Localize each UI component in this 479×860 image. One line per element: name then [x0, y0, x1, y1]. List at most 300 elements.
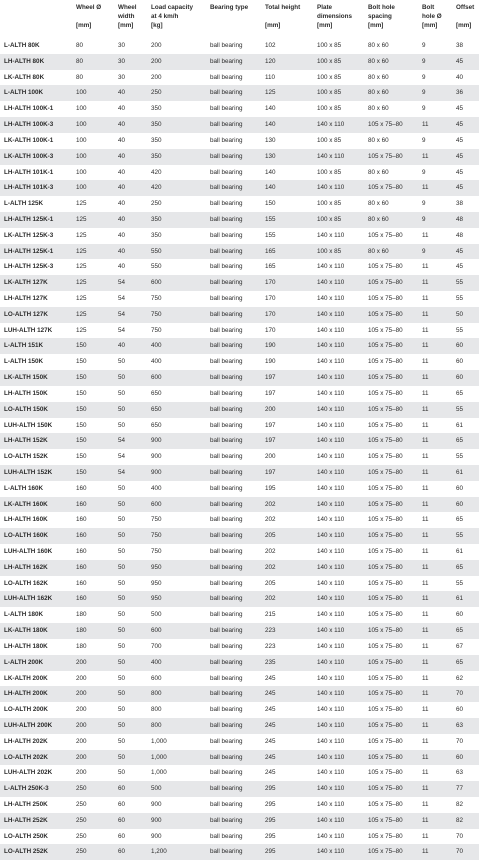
cell-bolt-hole-diameter: 11 [422, 674, 429, 682]
cell-plate-dimensions: 100 x 85 [317, 168, 342, 176]
cell-wheel-width: 40 [118, 121, 126, 129]
cell-wheel-diameter: 200 [76, 737, 87, 745]
cell-bearing-type: ball bearing [210, 295, 243, 302]
cell-model: LH-ALTH 80K [4, 57, 45, 65]
cell-model: LK-ALTH 180K [4, 627, 48, 635]
cell-total-height: 170 [265, 326, 276, 334]
cell-total-height: 140 [265, 184, 276, 192]
table-row [0, 228, 479, 244]
cell-bearing-type: ball bearing [210, 737, 243, 745]
cell-plate-dimensions: 140 x 110 [317, 516, 345, 524]
cell-wheel-width: 54 [118, 295, 126, 302]
cell-wheel-width: 50 [118, 421, 126, 429]
cell-bolt-hole-diameter: 11 [422, 389, 429, 397]
cell-wheel-width: 40 [118, 168, 126, 176]
cell-bolt-hole-diameter: 9 [422, 57, 426, 65]
cell-model: LUH-ALTH 202K [4, 769, 53, 777]
table-row [0, 402, 479, 418]
cell-wheel-diameter: 200 [76, 674, 87, 682]
cell-total-height: 295 [265, 816, 276, 824]
cell-bolt-hole-spacing: 105 x 75–80 [368, 468, 403, 476]
cell-total-height: 197 [265, 374, 276, 382]
header-line: [mm] [76, 22, 92, 29]
cell-plate-dimensions: 140 x 110 [317, 627, 345, 635]
cell-bearing-type: ball bearing [210, 785, 243, 793]
cell-wheel-diameter: 150 [76, 437, 87, 445]
cell-load-capacity: 600 [151, 279, 162, 287]
cell-wheel-width: 40 [118, 215, 126, 223]
cell-bearing-type: ball bearing [210, 611, 243, 619]
cell-total-height: 120 [265, 57, 276, 65]
cell-wheel-width: 40 [118, 184, 126, 192]
header-line: Bolt [422, 4, 435, 11]
cell-offset: 65 [456, 658, 464, 666]
cell-wheel-width: 50 [118, 627, 126, 635]
header-load-capacity [151, 3, 193, 30]
cell-model: LH-ALTH 202K [4, 737, 48, 745]
cell-bolt-hole-spacing: 105 x 75–80 [368, 405, 403, 413]
cell-model: LH-ALTH 152K [4, 437, 48, 445]
table-row [0, 291, 479, 307]
cell-wheel-diameter: 200 [76, 706, 87, 714]
cell-bolt-hole-spacing: 105 x 75–80 [368, 279, 403, 287]
cell-total-height: 165 [265, 263, 276, 271]
cell-load-capacity: 750 [151, 295, 162, 302]
cell-bearing-type: ball bearing [210, 310, 243, 318]
cell-bearing-type: ball bearing [210, 184, 243, 192]
header-line: [mm] [317, 22, 333, 29]
cell-model: LH-ALTH 250K [4, 801, 48, 808]
cell-model: LH-ALTH 125K-1 [4, 215, 54, 223]
cell-bearing-type: ball bearing [210, 105, 243, 113]
header-model [4, 3, 6, 30]
table-row [0, 180, 479, 196]
cell-load-capacity: 800 [151, 721, 162, 729]
cell-wheel-width: 60 [118, 785, 126, 793]
cell-total-height: 245 [265, 690, 276, 698]
cell-model: LK-ALTH 127K [4, 279, 48, 287]
cell-total-height: 235 [265, 658, 276, 666]
cell-model: LK-ALTH 100K-3 [4, 152, 54, 160]
cell-bolt-hole-diameter: 11 [422, 611, 429, 619]
cell-wheel-width: 54 [118, 453, 126, 461]
cell-bearing-type: ball bearing [210, 658, 243, 666]
cell-total-height: 202 [265, 548, 276, 555]
cell-plate-dimensions: 100 x 85 [317, 200, 342, 208]
cell-bolt-hole-diameter: 9 [422, 42, 426, 49]
cell-model: LO-ALTH 152K [4, 453, 48, 461]
cell-total-height: 170 [265, 310, 276, 318]
header-line: dimensions [317, 13, 352, 20]
cell-plate-dimensions: 140 x 110 [317, 737, 345, 745]
cell-bearing-type: ball bearing [210, 200, 243, 208]
cell-wheel-width: 60 [118, 801, 126, 808]
cell-wheel-width: 40 [118, 200, 126, 208]
cell-load-capacity: 750 [151, 326, 162, 334]
cell-bolt-hole-diameter: 11 [422, 816, 429, 824]
cell-wheel-width: 50 [118, 706, 126, 714]
cell-plate-dimensions: 140 x 110 [317, 769, 345, 777]
cell-bolt-hole-spacing: 105 x 75–80 [368, 563, 403, 571]
cell-plate-dimensions: 140 x 110 [317, 548, 345, 555]
cell-bearing-type: ball bearing [210, 247, 243, 255]
cell-wheel-width: 50 [118, 595, 126, 603]
cell-model: LUH-ALTH 160K [4, 548, 53, 555]
cell-offset: 55 [456, 326, 464, 334]
cell-total-height: 102 [265, 42, 276, 49]
cell-plate-dimensions: 140 x 110 [317, 310, 345, 318]
cell-wheel-diameter: 200 [76, 769, 87, 777]
cell-total-height: 150 [265, 200, 276, 208]
cell-wheel-diameter: 150 [76, 342, 87, 350]
cell-plate-dimensions: 140 x 110 [317, 579, 345, 587]
cell-load-capacity: 650 [151, 389, 162, 397]
header-line: [kg] [151, 22, 163, 29]
cell-offset: 67 [456, 642, 464, 650]
cell-wheel-width: 40 [118, 263, 126, 271]
cell-bolt-hole-spacing: 80 x 60 [368, 89, 389, 97]
cell-bolt-hole-spacing: 105 x 75–80 [368, 721, 403, 729]
cell-load-capacity: 400 [151, 658, 162, 666]
cell-bolt-hole-diameter: 11 [422, 421, 429, 429]
table-row [0, 607, 479, 623]
cell-load-capacity: 900 [151, 801, 162, 808]
cell-model: LO-ALTH 202K [4, 753, 48, 761]
cell-bearing-type: ball bearing [210, 453, 243, 461]
table-row [0, 101, 479, 117]
cell-bolt-hole-diameter: 11 [422, 263, 429, 271]
cell-model: LO-ALTH 200K [4, 706, 48, 714]
cell-bolt-hole-spacing: 105 x 75–80 [368, 690, 403, 698]
cell-load-capacity: 600 [151, 500, 162, 508]
cell-load-capacity: 250 [151, 200, 162, 208]
cell-offset: 60 [456, 753, 464, 761]
cell-total-height: 140 [265, 121, 276, 129]
cell-plate-dimensions: 140 x 110 [317, 801, 345, 808]
cell-offset: 65 [456, 563, 464, 571]
cell-bearing-type: ball bearing [210, 168, 243, 176]
cell-offset: 36 [456, 89, 464, 97]
cell-bolt-hole-diameter: 11 [422, 548, 429, 555]
cell-offset: 61 [456, 468, 464, 476]
cell-bolt-hole-spacing: 105 x 75–80 [368, 310, 403, 318]
cell-bolt-hole-diameter: 11 [422, 437, 429, 445]
header-line: Plate [317, 4, 333, 11]
cell-wheel-width: 54 [118, 326, 126, 334]
cell-offset: 60 [456, 706, 464, 714]
cell-bolt-hole-diameter: 11 [422, 342, 429, 350]
header-line: [mm] [118, 22, 134, 29]
cell-model: LK-ALTH 160K [4, 500, 48, 508]
cell-bearing-type: ball bearing [210, 231, 243, 239]
cell-offset: 65 [456, 627, 464, 635]
cell-wheel-diameter: 180 [76, 611, 87, 619]
cell-wheel-diameter: 160 [76, 516, 87, 524]
header-line: Wheel [118, 4, 137, 11]
header-line: [mm] [422, 22, 438, 29]
cell-plate-dimensions: 140 x 110 [317, 184, 345, 192]
cell-bolt-hole-diameter: 11 [422, 563, 429, 571]
cell-total-height: 245 [265, 737, 276, 745]
cell-plate-dimensions: 140 x 110 [317, 374, 345, 382]
cell-model: L-ALTH 250K-3 [4, 785, 49, 793]
cell-model: LH-ALTH 100K-3 [4, 121, 54, 129]
cell-wheel-width: 50 [118, 374, 126, 382]
table-row [0, 844, 479, 860]
table-row [0, 512, 479, 528]
cell-bolt-hole-diameter: 11 [422, 690, 429, 698]
table-row [0, 85, 479, 101]
cell-bolt-hole-diameter: 11 [422, 579, 429, 587]
table-row [0, 591, 479, 607]
cell-load-capacity: 750 [151, 516, 162, 524]
cell-total-height: 295 [265, 832, 276, 840]
cell-model: LH-ALTH 100K-1 [4, 105, 54, 113]
cell-wheel-diameter: 200 [76, 690, 87, 698]
cell-total-height: 202 [265, 516, 276, 524]
cell-offset: 55 [456, 295, 464, 302]
cell-bearing-type: ball bearing [210, 358, 243, 366]
cell-wheel-width: 50 [118, 532, 126, 540]
cell-load-capacity: 350 [151, 105, 162, 113]
cell-wheel-diameter: 160 [76, 595, 87, 603]
cell-plate-dimensions: 100 x 85 [317, 136, 342, 144]
table-row [0, 323, 479, 339]
table-row [0, 38, 479, 54]
cell-offset: 60 [456, 342, 464, 350]
cell-bearing-type: ball bearing [210, 405, 243, 413]
cell-bearing-type: ball bearing [210, 136, 243, 144]
cell-bolt-hole-spacing: 105 x 75–80 [368, 184, 403, 192]
header-wheel-width [118, 3, 137, 30]
cell-bolt-hole-spacing: 105 x 75–80 [368, 848, 403, 856]
cell-bolt-hole-diameter: 9 [422, 105, 426, 113]
header-line: Load capacity [151, 4, 193, 11]
cell-bearing-type: ball bearing [210, 721, 243, 729]
cell-wheel-diameter: 125 [76, 295, 87, 302]
cell-offset: 45 [456, 57, 464, 65]
cell-wheel-diameter: 100 [76, 121, 87, 129]
cell-bolt-hole-spacing: 105 x 75–80 [368, 642, 403, 650]
cell-bolt-hole-spacing: 80 x 60 [368, 136, 389, 144]
cell-offset: 45 [456, 121, 464, 129]
header-bearing-type [210, 3, 248, 30]
cell-wheel-diameter: 150 [76, 453, 87, 461]
table-row [0, 702, 479, 718]
cell-load-capacity: 900 [151, 816, 162, 824]
cell-wheel-diameter: 100 [76, 152, 87, 160]
header-line: at 4 km/h [151, 13, 179, 20]
cell-total-height: 245 [265, 769, 276, 777]
cell-bolt-hole-diameter: 11 [422, 184, 429, 192]
cell-plate-dimensions: 140 x 110 [317, 674, 345, 682]
cell-wheel-diameter: 80 [76, 73, 84, 81]
cell-total-height: 200 [265, 453, 276, 461]
cell-wheel-diameter: 180 [76, 642, 87, 650]
cell-bearing-type: ball bearing [210, 263, 243, 271]
header-line: Bearing type [210, 4, 249, 11]
header-line: [mm] [368, 22, 384, 29]
table-row [0, 750, 479, 766]
cell-bolt-hole-diameter: 11 [422, 405, 429, 413]
cell-plate-dimensions: 140 x 110 [317, 690, 345, 698]
cell-load-capacity: 350 [151, 152, 162, 160]
cell-bolt-hole-spacing: 105 x 75–80 [368, 374, 403, 382]
cell-wheel-width: 50 [118, 500, 126, 508]
cell-bolt-hole-diameter: 11 [422, 737, 429, 745]
table-row [0, 576, 479, 592]
cell-offset: 62 [456, 674, 464, 682]
cell-load-capacity: 950 [151, 595, 162, 603]
table-row [0, 370, 479, 386]
table-body [0, 38, 479, 860]
cell-plate-dimensions: 100 x 85 [317, 89, 342, 97]
cell-bearing-type: ball bearing [210, 595, 243, 603]
header-line [210, 21, 248, 30]
cell-load-capacity: 500 [151, 785, 162, 793]
cell-model: LK-ALTH 125K-3 [4, 231, 54, 239]
cell-model: L-ALTH 100K [4, 89, 44, 97]
cell-bolt-hole-diameter: 11 [422, 642, 429, 650]
cell-wheel-width: 50 [118, 548, 126, 555]
cell-plate-dimensions: 140 x 110 [317, 753, 345, 761]
table-row [0, 718, 479, 734]
cell-bolt-hole-diameter: 11 [422, 595, 429, 603]
cell-offset: 77 [456, 785, 464, 793]
table-row [0, 449, 479, 465]
cell-offset: 45 [456, 247, 464, 255]
cell-plate-dimensions: 140 x 110 [317, 342, 345, 350]
cell-total-height: 197 [265, 468, 276, 476]
cell-wheel-width: 30 [118, 73, 126, 81]
cell-offset: 40 [456, 73, 464, 81]
cell-wheel-width: 50 [118, 405, 126, 413]
cell-model: LUH-ALTH 127K [4, 326, 53, 334]
cell-bolt-hole-spacing: 105 x 75–80 [368, 658, 403, 666]
cell-wheel-width: 40 [118, 152, 126, 160]
table-row [0, 671, 479, 687]
cell-bolt-hole-spacing: 80 x 60 [368, 42, 389, 49]
header-line [210, 12, 248, 21]
cell-plate-dimensions: 140 x 110 [317, 421, 345, 429]
cell-plate-dimensions: 140 x 110 [317, 358, 345, 366]
cell-model: LO-ALTH 252K [4, 848, 48, 856]
header-line: Bolt hole [368, 4, 395, 11]
cell-load-capacity: 1,000 [151, 737, 167, 745]
cell-load-capacity: 750 [151, 548, 162, 555]
cell-total-height: 155 [265, 215, 276, 223]
table-row [0, 481, 479, 497]
header-line [4, 3, 6, 12]
cell-model: LH-ALTH 162K [4, 563, 48, 571]
cell-model: LK-ALTH 100K-1 [4, 136, 54, 144]
cell-total-height: 170 [265, 295, 276, 302]
cell-offset: 82 [456, 816, 464, 824]
cell-plate-dimensions: 140 x 110 [317, 611, 345, 619]
cell-load-capacity: 900 [151, 832, 162, 840]
cell-wheel-width: 50 [118, 516, 126, 524]
cell-offset: 65 [456, 389, 464, 397]
table-row [0, 497, 479, 513]
cell-bolt-hole-diameter: 11 [422, 532, 429, 540]
table-row [0, 765, 479, 781]
table-row [0, 418, 479, 434]
cell-plate-dimensions: 100 x 85 [317, 215, 342, 223]
cell-wheel-diameter: 100 [76, 89, 87, 97]
cell-load-capacity: 350 [151, 215, 162, 223]
cell-bearing-type: ball bearing [210, 73, 243, 81]
cell-offset: 45 [456, 136, 464, 144]
cell-load-capacity: 750 [151, 310, 162, 318]
cell-offset: 48 [456, 215, 464, 223]
cell-wheel-diameter: 150 [76, 389, 87, 397]
cell-plate-dimensions: 140 x 110 [317, 295, 345, 302]
table-row [0, 307, 479, 323]
header-line [265, 12, 300, 21]
cell-load-capacity: 500 [151, 611, 162, 619]
cell-total-height: 170 [265, 279, 276, 287]
cell-bolt-hole-diameter: 11 [422, 832, 429, 840]
cell-offset: 55 [456, 453, 464, 461]
cell-wheel-diameter: 200 [76, 721, 87, 729]
cell-bolt-hole-spacing: 80 x 60 [368, 105, 389, 113]
cell-wheel-diameter: 160 [76, 500, 87, 508]
header-line: hole Ø [422, 13, 442, 20]
table-row [0, 781, 479, 797]
cell-model: LO-ALTH 162K [4, 579, 48, 587]
cell-model: LO-ALTH 127K [4, 310, 48, 318]
cell-load-capacity: 600 [151, 627, 162, 635]
cell-bearing-type: ball bearing [210, 279, 243, 287]
header-offset [456, 3, 474, 30]
header-line [4, 21, 6, 30]
cell-plate-dimensions: 140 x 110 [317, 484, 345, 492]
table-row [0, 639, 479, 655]
cell-total-height: 202 [265, 500, 276, 508]
cell-wheel-diameter: 100 [76, 168, 87, 176]
cell-wheel-diameter: 150 [76, 405, 87, 413]
cell-model: LH-ALTH 180K [4, 642, 48, 650]
cell-bolt-hole-diameter: 11 [422, 468, 429, 476]
cell-bearing-type: ball bearing [210, 753, 243, 761]
cell-bearing-type: ball bearing [210, 389, 243, 397]
cell-plate-dimensions: 140 x 110 [317, 785, 345, 793]
cell-load-capacity: 900 [151, 453, 162, 461]
cell-bolt-hole-spacing: 105 x 75–80 [368, 295, 403, 302]
cell-bearing-type: ball bearing [210, 421, 243, 429]
cell-load-capacity: 800 [151, 706, 162, 714]
cell-model: LH-ALTH 125K-3 [4, 263, 54, 271]
cell-wheel-width: 50 [118, 484, 126, 492]
cell-offset: 55 [456, 579, 464, 587]
cell-plate-dimensions: 140 x 110 [317, 152, 345, 160]
cell-bolt-hole-diameter: 11 [422, 848, 429, 856]
cell-total-height: 130 [265, 152, 276, 160]
table-row [0, 528, 479, 544]
table-row [0, 54, 479, 70]
cell-offset: 55 [456, 279, 464, 287]
cell-bearing-type: ball bearing [210, 832, 243, 840]
table-row [0, 133, 479, 149]
cell-wheel-diameter: 125 [76, 200, 87, 208]
cell-bearing-type: ball bearing [210, 642, 243, 650]
cell-load-capacity: 250 [151, 89, 162, 97]
cell-wheel-width: 60 [118, 848, 126, 856]
header-wheel-diameter [76, 3, 101, 30]
cell-load-capacity: 200 [151, 57, 162, 65]
cell-bolt-hole-spacing: 105 x 75–80 [368, 389, 403, 397]
cell-wheel-width: 54 [118, 310, 126, 318]
